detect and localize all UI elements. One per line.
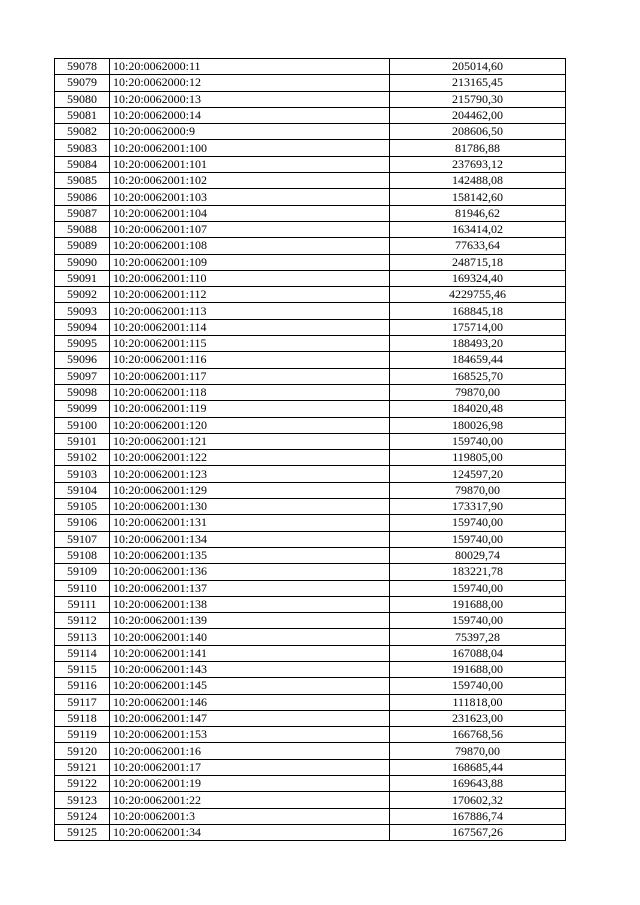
row-number-cell: 59119 bbox=[55, 727, 110, 743]
row-number-cell: 59082 bbox=[55, 124, 110, 140]
value-cell: 168685,44 bbox=[390, 759, 566, 775]
value-cell: 124597,20 bbox=[390, 466, 566, 482]
table-row bbox=[55, 776, 566, 792]
cadastral-number-cell: 10:20:0062001:136 bbox=[110, 564, 390, 580]
cadastral-number-cell: 10:20:0062001:112 bbox=[110, 287, 390, 303]
value-cell: 175714,00 bbox=[390, 319, 566, 335]
table-row bbox=[55, 580, 566, 596]
table-row bbox=[55, 694, 566, 710]
cadastral-number-cell: 10:20:0062001:153 bbox=[110, 727, 390, 743]
cadastral-number-cell: 10:20:0062001:109 bbox=[110, 254, 390, 270]
value-cell: 170602,32 bbox=[390, 792, 566, 808]
value-cell: 159740,00 bbox=[390, 531, 566, 547]
value-cell: 79870,00 bbox=[390, 743, 566, 759]
table-row bbox=[55, 189, 566, 205]
row-number-cell: 59104 bbox=[55, 482, 110, 498]
table-row bbox=[55, 661, 566, 677]
table-row bbox=[55, 515, 566, 531]
value-cell: 111818,00 bbox=[390, 694, 566, 710]
row-number-cell: 59095 bbox=[55, 336, 110, 352]
cadastral-number-cell: 10:20:0062001:146 bbox=[110, 694, 390, 710]
value-cell: 159740,00 bbox=[390, 515, 566, 531]
table-row bbox=[55, 336, 566, 352]
table-row bbox=[55, 727, 566, 743]
value-cell: 81786,88 bbox=[390, 140, 566, 156]
table-row bbox=[55, 678, 566, 694]
cadastral-number-cell: 10:20:0062000:11 bbox=[110, 59, 390, 75]
cadastral-number-cell: 10:20:0062001:119 bbox=[110, 401, 390, 417]
row-number-cell: 59092 bbox=[55, 287, 110, 303]
cadastral-number-cell: 10:20:0062001:140 bbox=[110, 629, 390, 645]
table-row bbox=[55, 287, 566, 303]
cadastral-number-cell: 10:20:0062001:138 bbox=[110, 596, 390, 612]
cadastral-number-cell: 10:20:0062001:110 bbox=[110, 270, 390, 286]
value-cell: 168525,70 bbox=[390, 368, 566, 384]
table-body bbox=[55, 59, 566, 841]
cadastral-number-cell: 10:20:0062001:121 bbox=[110, 433, 390, 449]
row-number-cell: 59120 bbox=[55, 743, 110, 759]
value-cell: 237693,12 bbox=[390, 156, 566, 172]
table-row bbox=[55, 743, 566, 759]
row-number-cell: 59081 bbox=[55, 107, 110, 123]
table-row bbox=[55, 401, 566, 417]
table-row bbox=[55, 792, 566, 808]
row-number-cell: 59115 bbox=[55, 661, 110, 677]
row-number-cell: 59113 bbox=[55, 629, 110, 645]
value-cell: 119805,00 bbox=[390, 450, 566, 466]
value-cell: 166768,56 bbox=[390, 727, 566, 743]
value-cell: 205014,60 bbox=[390, 59, 566, 75]
table-row bbox=[55, 531, 566, 547]
table-row bbox=[55, 564, 566, 580]
value-cell: 208606,50 bbox=[390, 124, 566, 140]
table-row bbox=[55, 613, 566, 629]
table-row bbox=[55, 547, 566, 563]
cadastral-number-cell: 10:20:0062001:115 bbox=[110, 336, 390, 352]
value-cell: 142488,08 bbox=[390, 173, 566, 189]
row-number-cell: 59079 bbox=[55, 75, 110, 91]
cadastral-number-cell: 10:20:0062001:118 bbox=[110, 384, 390, 400]
table-row bbox=[55, 433, 566, 449]
row-number-cell: 59124 bbox=[55, 808, 110, 824]
row-number-cell: 59112 bbox=[55, 613, 110, 629]
table-row bbox=[55, 270, 566, 286]
value-cell: 191688,00 bbox=[390, 661, 566, 677]
table-row bbox=[55, 466, 566, 482]
value-cell: 248715,18 bbox=[390, 254, 566, 270]
row-number-cell: 59091 bbox=[55, 270, 110, 286]
value-cell: 213165,45 bbox=[390, 75, 566, 91]
row-number-cell: 59078 bbox=[55, 59, 110, 75]
table-row bbox=[55, 107, 566, 123]
table-row bbox=[55, 156, 566, 172]
row-number-cell: 59103 bbox=[55, 466, 110, 482]
cadastral-number-cell: 10:20:0062001:120 bbox=[110, 417, 390, 433]
row-number-cell: 59096 bbox=[55, 352, 110, 368]
table-row bbox=[55, 710, 566, 726]
value-cell: 188493,20 bbox=[390, 336, 566, 352]
cadastral-number-cell: 10:20:0062001:17 bbox=[110, 759, 390, 775]
value-cell: 204462,00 bbox=[390, 107, 566, 123]
cadastral-number-cell: 10:20:0062001:104 bbox=[110, 205, 390, 221]
table-row bbox=[55, 205, 566, 221]
row-number-cell: 59105 bbox=[55, 499, 110, 515]
cadastral-number-cell: 10:20:0062001:139 bbox=[110, 613, 390, 629]
table-row bbox=[55, 450, 566, 466]
row-number-cell: 59085 bbox=[55, 173, 110, 189]
row-number-cell: 59100 bbox=[55, 417, 110, 433]
value-cell: 180026,98 bbox=[390, 417, 566, 433]
table-row bbox=[55, 596, 566, 612]
value-cell: 167088,04 bbox=[390, 645, 566, 661]
row-number-cell: 59118 bbox=[55, 710, 110, 726]
value-cell: 159740,00 bbox=[390, 580, 566, 596]
table-row bbox=[55, 254, 566, 270]
row-number-cell: 59111 bbox=[55, 596, 110, 612]
table-row bbox=[55, 759, 566, 775]
value-cell: 183221,78 bbox=[390, 564, 566, 580]
row-number-cell: 59123 bbox=[55, 792, 110, 808]
cadastral-number-cell: 10:20:0062001:137 bbox=[110, 580, 390, 596]
cadastral-number-cell: 10:20:0062001:141 bbox=[110, 645, 390, 661]
cadastral-number-cell: 10:20:0062001:143 bbox=[110, 661, 390, 677]
value-cell: 168845,18 bbox=[390, 303, 566, 319]
table-row bbox=[55, 238, 566, 254]
row-number-cell: 59106 bbox=[55, 515, 110, 531]
table-row bbox=[55, 824, 566, 840]
table-row bbox=[55, 75, 566, 91]
cadastral-number-cell: 10:20:0062000:12 bbox=[110, 75, 390, 91]
cadastral-number-cell: 10:20:0062001:147 bbox=[110, 710, 390, 726]
value-cell: 231623,00 bbox=[390, 710, 566, 726]
value-cell: 4229755,46 bbox=[390, 287, 566, 303]
row-number-cell: 59083 bbox=[55, 140, 110, 156]
table-row bbox=[55, 808, 566, 824]
cadastral-number-cell: 10:20:0062001:116 bbox=[110, 352, 390, 368]
table-row bbox=[55, 303, 566, 319]
row-number-cell: 59116 bbox=[55, 678, 110, 694]
value-cell: 77633,64 bbox=[390, 238, 566, 254]
value-cell: 159740,00 bbox=[390, 613, 566, 629]
cadastral-number-cell: 10:20:0062001:108 bbox=[110, 238, 390, 254]
row-number-cell: 59086 bbox=[55, 189, 110, 205]
cadastral-number-cell: 10:20:0062001:130 bbox=[110, 499, 390, 515]
row-number-cell: 59088 bbox=[55, 221, 110, 237]
table-row bbox=[55, 645, 566, 661]
table-row bbox=[55, 221, 566, 237]
row-number-cell: 59087 bbox=[55, 205, 110, 221]
value-cell: 79870,00 bbox=[390, 384, 566, 400]
value-cell: 191688,00 bbox=[390, 596, 566, 612]
row-number-cell: 59084 bbox=[55, 156, 110, 172]
cadastral-value-table bbox=[54, 58, 566, 841]
row-number-cell: 59098 bbox=[55, 384, 110, 400]
value-cell: 80029,74 bbox=[390, 547, 566, 563]
row-number-cell: 59101 bbox=[55, 433, 110, 449]
cadastral-number-cell: 10:20:0062001:3 bbox=[110, 808, 390, 824]
cadastral-number-cell: 10:20:0062001:103 bbox=[110, 189, 390, 205]
value-cell: 75397,28 bbox=[390, 629, 566, 645]
cadastral-number-cell: 10:20:0062001:102 bbox=[110, 173, 390, 189]
cadastral-number-cell: 10:20:0062001:131 bbox=[110, 515, 390, 531]
cadastral-number-cell: 10:20:0062001:122 bbox=[110, 450, 390, 466]
value-cell: 173317,90 bbox=[390, 499, 566, 515]
cadastral-number-cell: 10:20:0062001:100 bbox=[110, 140, 390, 156]
row-number-cell: 59102 bbox=[55, 450, 110, 466]
row-number-cell: 59121 bbox=[55, 759, 110, 775]
value-cell: 215790,30 bbox=[390, 91, 566, 107]
cadastral-number-cell: 10:20:0062001:113 bbox=[110, 303, 390, 319]
value-cell: 184020,48 bbox=[390, 401, 566, 417]
cadastral-number-cell: 10:20:0062000:14 bbox=[110, 107, 390, 123]
cadastral-number-cell: 10:20:0062001:129 bbox=[110, 482, 390, 498]
row-number-cell: 59122 bbox=[55, 776, 110, 792]
value-cell: 167567,26 bbox=[390, 824, 566, 840]
value-cell: 169643,88 bbox=[390, 776, 566, 792]
cadastral-number-cell: 10:20:0062001:107 bbox=[110, 221, 390, 237]
table-row bbox=[55, 91, 566, 107]
value-cell: 163414,02 bbox=[390, 221, 566, 237]
table-row bbox=[55, 140, 566, 156]
row-number-cell: 59093 bbox=[55, 303, 110, 319]
value-cell: 158142,60 bbox=[390, 189, 566, 205]
cadastral-number-cell: 10:20:0062001:34 bbox=[110, 824, 390, 840]
cadastral-number-cell: 10:20:0062001:22 bbox=[110, 792, 390, 808]
table-row bbox=[55, 368, 566, 384]
cadastral-number-cell: 10:20:0062001:135 bbox=[110, 547, 390, 563]
row-number-cell: 59108 bbox=[55, 547, 110, 563]
row-number-cell: 59107 bbox=[55, 531, 110, 547]
cadastral-number-cell: 10:20:0062001:19 bbox=[110, 776, 390, 792]
row-number-cell: 59090 bbox=[55, 254, 110, 270]
cadastral-number-cell: 10:20:0062000:13 bbox=[110, 91, 390, 107]
table-row bbox=[55, 482, 566, 498]
table-row bbox=[55, 499, 566, 515]
value-cell: 167886,74 bbox=[390, 808, 566, 824]
value-cell: 81946,62 bbox=[390, 205, 566, 221]
cadastral-number-cell: 10:20:0062001:123 bbox=[110, 466, 390, 482]
row-number-cell: 59114 bbox=[55, 645, 110, 661]
cadastral-number-cell: 10:20:0062001:114 bbox=[110, 319, 390, 335]
row-number-cell: 59125 bbox=[55, 824, 110, 840]
table-row bbox=[55, 352, 566, 368]
value-cell: 159740,00 bbox=[390, 433, 566, 449]
table-row bbox=[55, 629, 566, 645]
cadastral-number-cell: 10:20:0062001:145 bbox=[110, 678, 390, 694]
row-number-cell: 59099 bbox=[55, 401, 110, 417]
value-cell: 184659,44 bbox=[390, 352, 566, 368]
cadastral-number-cell: 10:20:0062000:9 bbox=[110, 124, 390, 140]
row-number-cell: 59117 bbox=[55, 694, 110, 710]
row-number-cell: 59089 bbox=[55, 238, 110, 254]
table-row bbox=[55, 59, 566, 75]
table-row bbox=[55, 384, 566, 400]
row-number-cell: 59109 bbox=[55, 564, 110, 580]
value-cell: 159740,00 bbox=[390, 678, 566, 694]
row-number-cell: 59110 bbox=[55, 580, 110, 596]
row-number-cell: 59094 bbox=[55, 319, 110, 335]
cadastral-number-cell: 10:20:0062001:134 bbox=[110, 531, 390, 547]
cadastral-number-cell: 10:20:0062001:117 bbox=[110, 368, 390, 384]
cadastral-number-cell: 10:20:0062001:101 bbox=[110, 156, 390, 172]
row-number-cell: 59097 bbox=[55, 368, 110, 384]
value-cell: 169324,40 bbox=[390, 270, 566, 286]
table-row bbox=[55, 124, 566, 140]
row-number-cell: 59080 bbox=[55, 91, 110, 107]
cadastral-number-cell: 10:20:0062001:16 bbox=[110, 743, 390, 759]
table-row bbox=[55, 173, 566, 189]
value-cell: 79870,00 bbox=[390, 482, 566, 498]
table-row bbox=[55, 319, 566, 335]
table-row bbox=[55, 417, 566, 433]
